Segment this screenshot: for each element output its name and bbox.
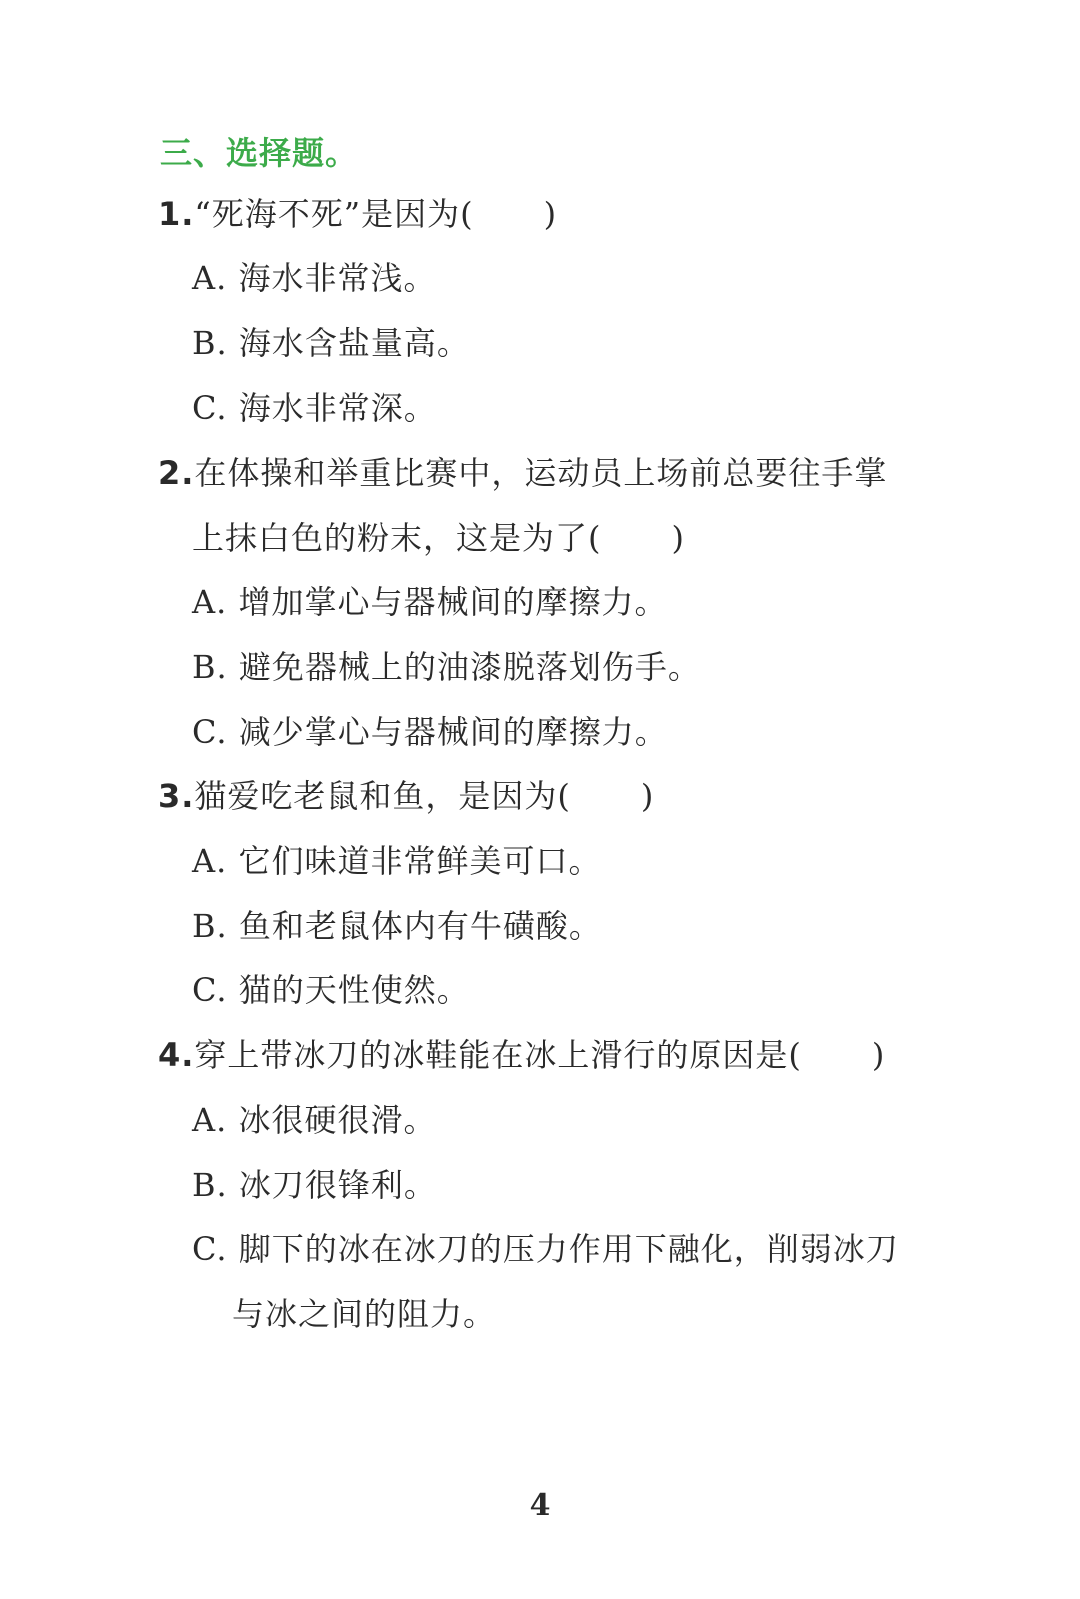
question-1-option-c: C. 海水非常深。 xyxy=(192,389,437,427)
question-2-option-b: B. 避免器械上的油漆脱落划伤手。 xyxy=(192,648,701,686)
section-title: 三、选择题。 xyxy=(160,134,359,172)
page-number: 4 xyxy=(529,1488,551,1523)
question-3-option-c: C. 猫的天性使然。 xyxy=(192,971,470,1009)
question-4-option-a: A. 冰很硬很滑。 xyxy=(192,1101,437,1139)
question-3-stem xyxy=(158,776,654,816)
question-4-stem xyxy=(158,1035,885,1075)
question-2-stem xyxy=(158,453,887,493)
question-number: 4. xyxy=(158,1036,195,1074)
question-text: 穿上带冰刀的冰鞋能在冰上滑行的原因是( xyxy=(194,1036,802,1074)
question-1-option-a: A. 海水非常浅。 xyxy=(192,259,437,297)
question-4-option-c: C. 脚下的冰在冰刀的压力作用下融化，削弱冰刀 xyxy=(192,1230,899,1268)
close-paren: ) xyxy=(871,1036,886,1074)
question-1-option-b: B. 海水含盐量高。 xyxy=(192,324,470,362)
question-2-option-a: A. 增加掌心与器械间的摩擦力。 xyxy=(192,583,668,621)
question-text: 在体操和举重比赛中，运动员上场前总要往手掌 xyxy=(194,454,888,492)
question-number: 1. xyxy=(158,195,195,233)
close-paren: ) xyxy=(640,777,655,815)
question-2-stem-continued xyxy=(192,518,685,558)
question-3-option-a: A. 它们味道非常鲜美可口。 xyxy=(192,842,602,880)
question-number: 3. xyxy=(158,777,195,815)
close-paren: ) xyxy=(671,519,685,557)
question-1-stem xyxy=(158,194,557,234)
question-text: 猫爱吃老鼠和鱼，是因为( xyxy=(194,777,571,815)
question-text: “死海不死”是因为( xyxy=(194,195,474,233)
question-2-option-c: C. 减少掌心与器械间的摩擦力。 xyxy=(192,713,668,751)
question-number: 2. xyxy=(158,454,195,492)
question-text: 上抹白色的粉末，这是为了( xyxy=(192,519,602,557)
close-paren: ) xyxy=(543,195,558,233)
question-3-option-b: B. 鱼和老鼠体内有牛磺酸。 xyxy=(192,907,602,945)
question-4-option-b: B. 冰刀很锋利。 xyxy=(192,1166,437,1204)
question-4-option-c-continued: 与冰之间的阻力。 xyxy=(232,1295,497,1333)
